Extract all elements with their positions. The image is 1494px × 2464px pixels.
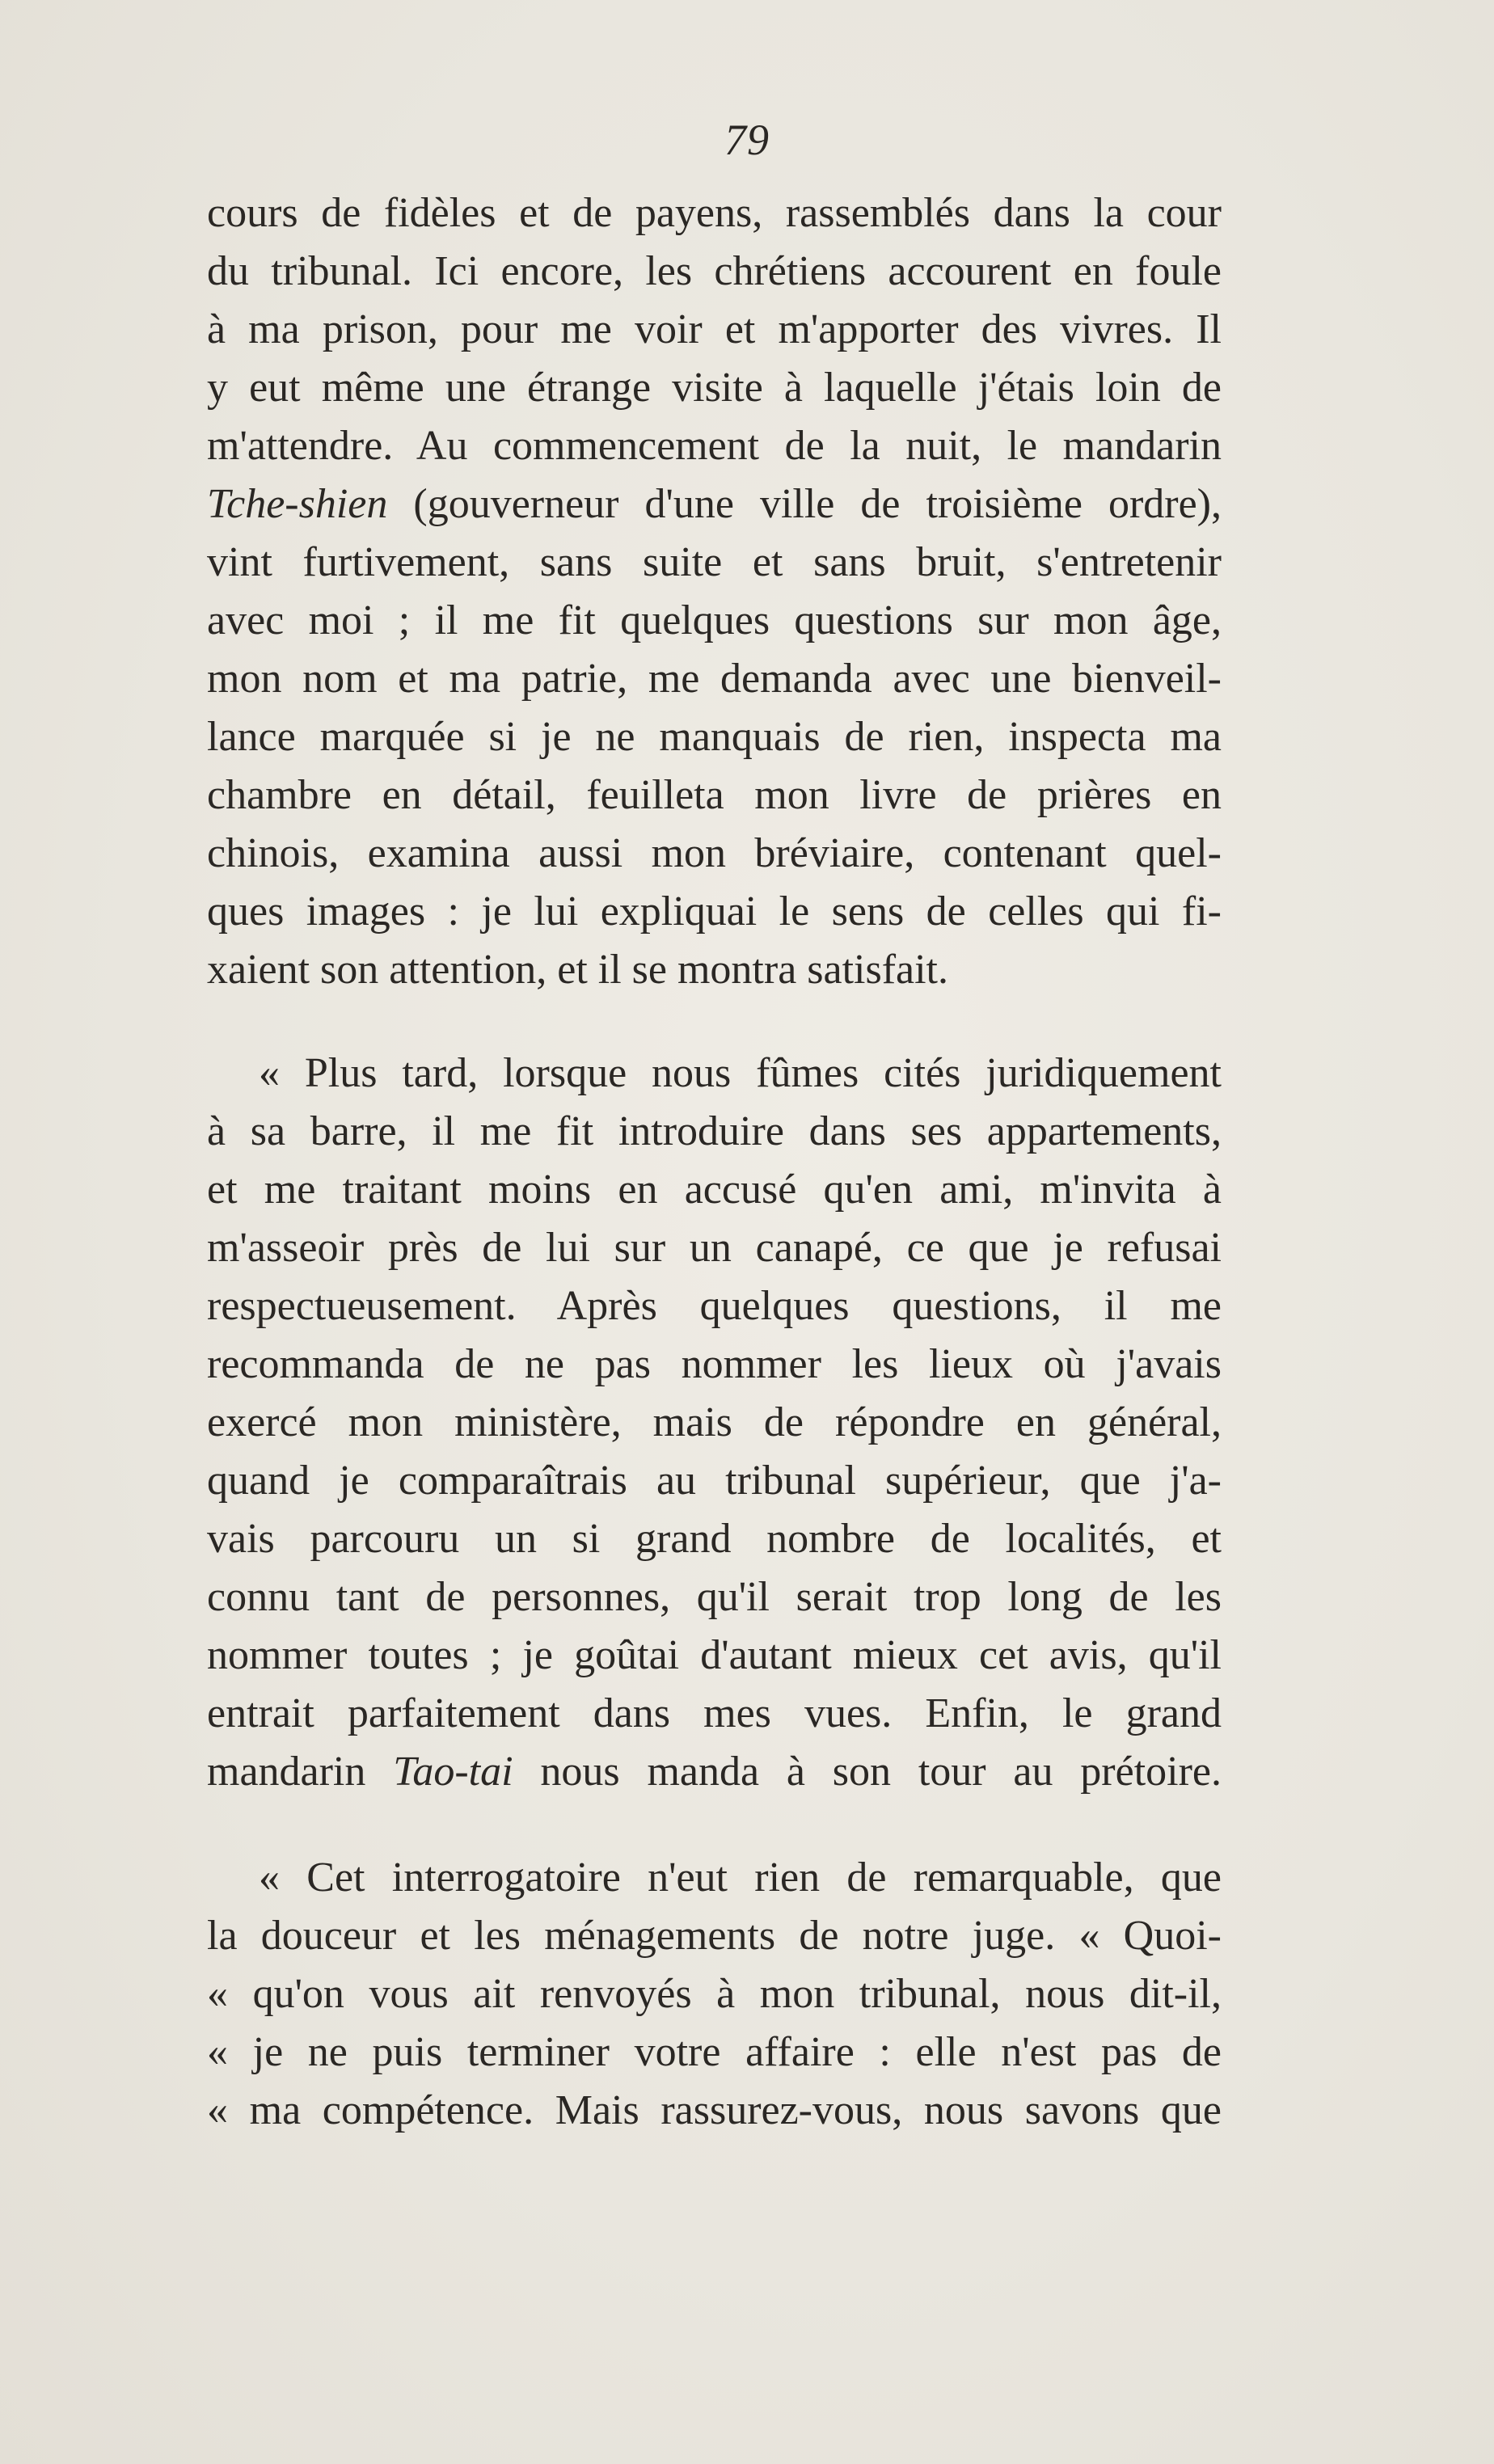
text-line: vint furtivement, sans suite et sans bruit, s'entretenir xyxy=(207,539,1222,585)
text-line: cours de fidèles et de payens, rassemblés dans la cour xyxy=(207,190,1222,236)
text-line: xaient son attention, et il se montra satisfait. xyxy=(207,947,949,993)
text-line: et me traitant moins en accusé qu'en ami, m'invita à xyxy=(207,1167,1222,1213)
text-line: « qu'on vous ait renvoyés à mon tribunal, nous dit-il, xyxy=(207,1971,1222,2017)
text-line: « Plus tard, lorsque nous fûmes cités juridiquement xyxy=(259,1050,1222,1096)
text-line: entrait parfaitement dans mes vues. Enfin, le grand xyxy=(207,1690,1222,1736)
text-line xyxy=(207,1743,1222,1801)
paragraph-1 xyxy=(207,184,1222,999)
text-line: lance marquée si je ne manquais de rien, inspecta ma xyxy=(207,714,1222,760)
italic-term: Tao-tai xyxy=(393,1749,513,1795)
text-line: à sa barre, il me fit introduire dans ses appartements, xyxy=(207,1108,1222,1154)
text-line: connu tant de personnes, qu'il serait trop long de les xyxy=(207,1574,1222,1620)
text-line xyxy=(207,475,1222,534)
text-line: chinois, examina aussi mon bréviaire, contenant quel- xyxy=(207,830,1222,876)
text-line: la douceur et les ménagements de notre juge. « Quoi- xyxy=(207,1913,1222,1959)
text-line: « Cet interrogatoire n'eut rien de remarquable, que xyxy=(259,1854,1222,1901)
text-line: vais parcouru un si grand nombre de localités, et xyxy=(207,1516,1222,1562)
text-line: nommer toutes ; je goûtai d'autant mieux cet avis, qu'il xyxy=(207,1632,1222,1678)
text-fragment: nous manda à son tour au prétoire. xyxy=(513,1749,1222,1795)
text-fragment: mandarin xyxy=(207,1749,394,1795)
text-line: « je ne puis terminer votre affaire : elle n'est pas de xyxy=(207,2029,1222,2075)
text-line: avec moi ; il me fit quelques questions sur mon âge, xyxy=(207,597,1222,643)
text-line: ques images : je lui expliquai le sens de celles qui fi- xyxy=(207,888,1222,935)
paragraph-2 xyxy=(207,1044,1222,1801)
text-line: « ma compétence. Mais rassurez-vous, nous savons que xyxy=(207,2087,1222,2133)
text-line: y eut même une étrange visite à laquelle j'étais loin de xyxy=(207,365,1222,411)
text-line: m'asseoir près de lui sur un canapé, ce que je refusai xyxy=(207,1225,1222,1271)
text-line: quand je comparaîtrais au tribunal supérieur, que j'a- xyxy=(207,1458,1222,1504)
text-line: du tribunal. Ici encore, les chrétiens accourent en foule xyxy=(207,248,1222,294)
italic-term: Tche-shien xyxy=(207,481,388,527)
text-line: respectueusement. Après quelques questions, il me xyxy=(207,1283,1222,1329)
text-line: m'attendre. Au commencement de la nuit, le mandarin xyxy=(207,423,1222,469)
page-number: 79 xyxy=(724,116,770,164)
text-line: recommanda de ne pas nommer les lieux où j'avais xyxy=(207,1341,1222,1387)
text-line: exercé mon ministère, mais de répondre en général, xyxy=(207,1399,1222,1445)
text-fragment: (gouverneur d'une ville de troisième ordre), xyxy=(387,481,1222,527)
text-line: mon nom et ma patrie, me demanda avec une bienveil- xyxy=(207,656,1222,702)
text-line: à ma prison, pour me voir et m'apporter des vivres. Il xyxy=(207,306,1222,352)
text-line: chambre en détail, feuilleta mon livre de prières en xyxy=(207,772,1222,818)
paragraph-3 xyxy=(207,1849,1222,2140)
